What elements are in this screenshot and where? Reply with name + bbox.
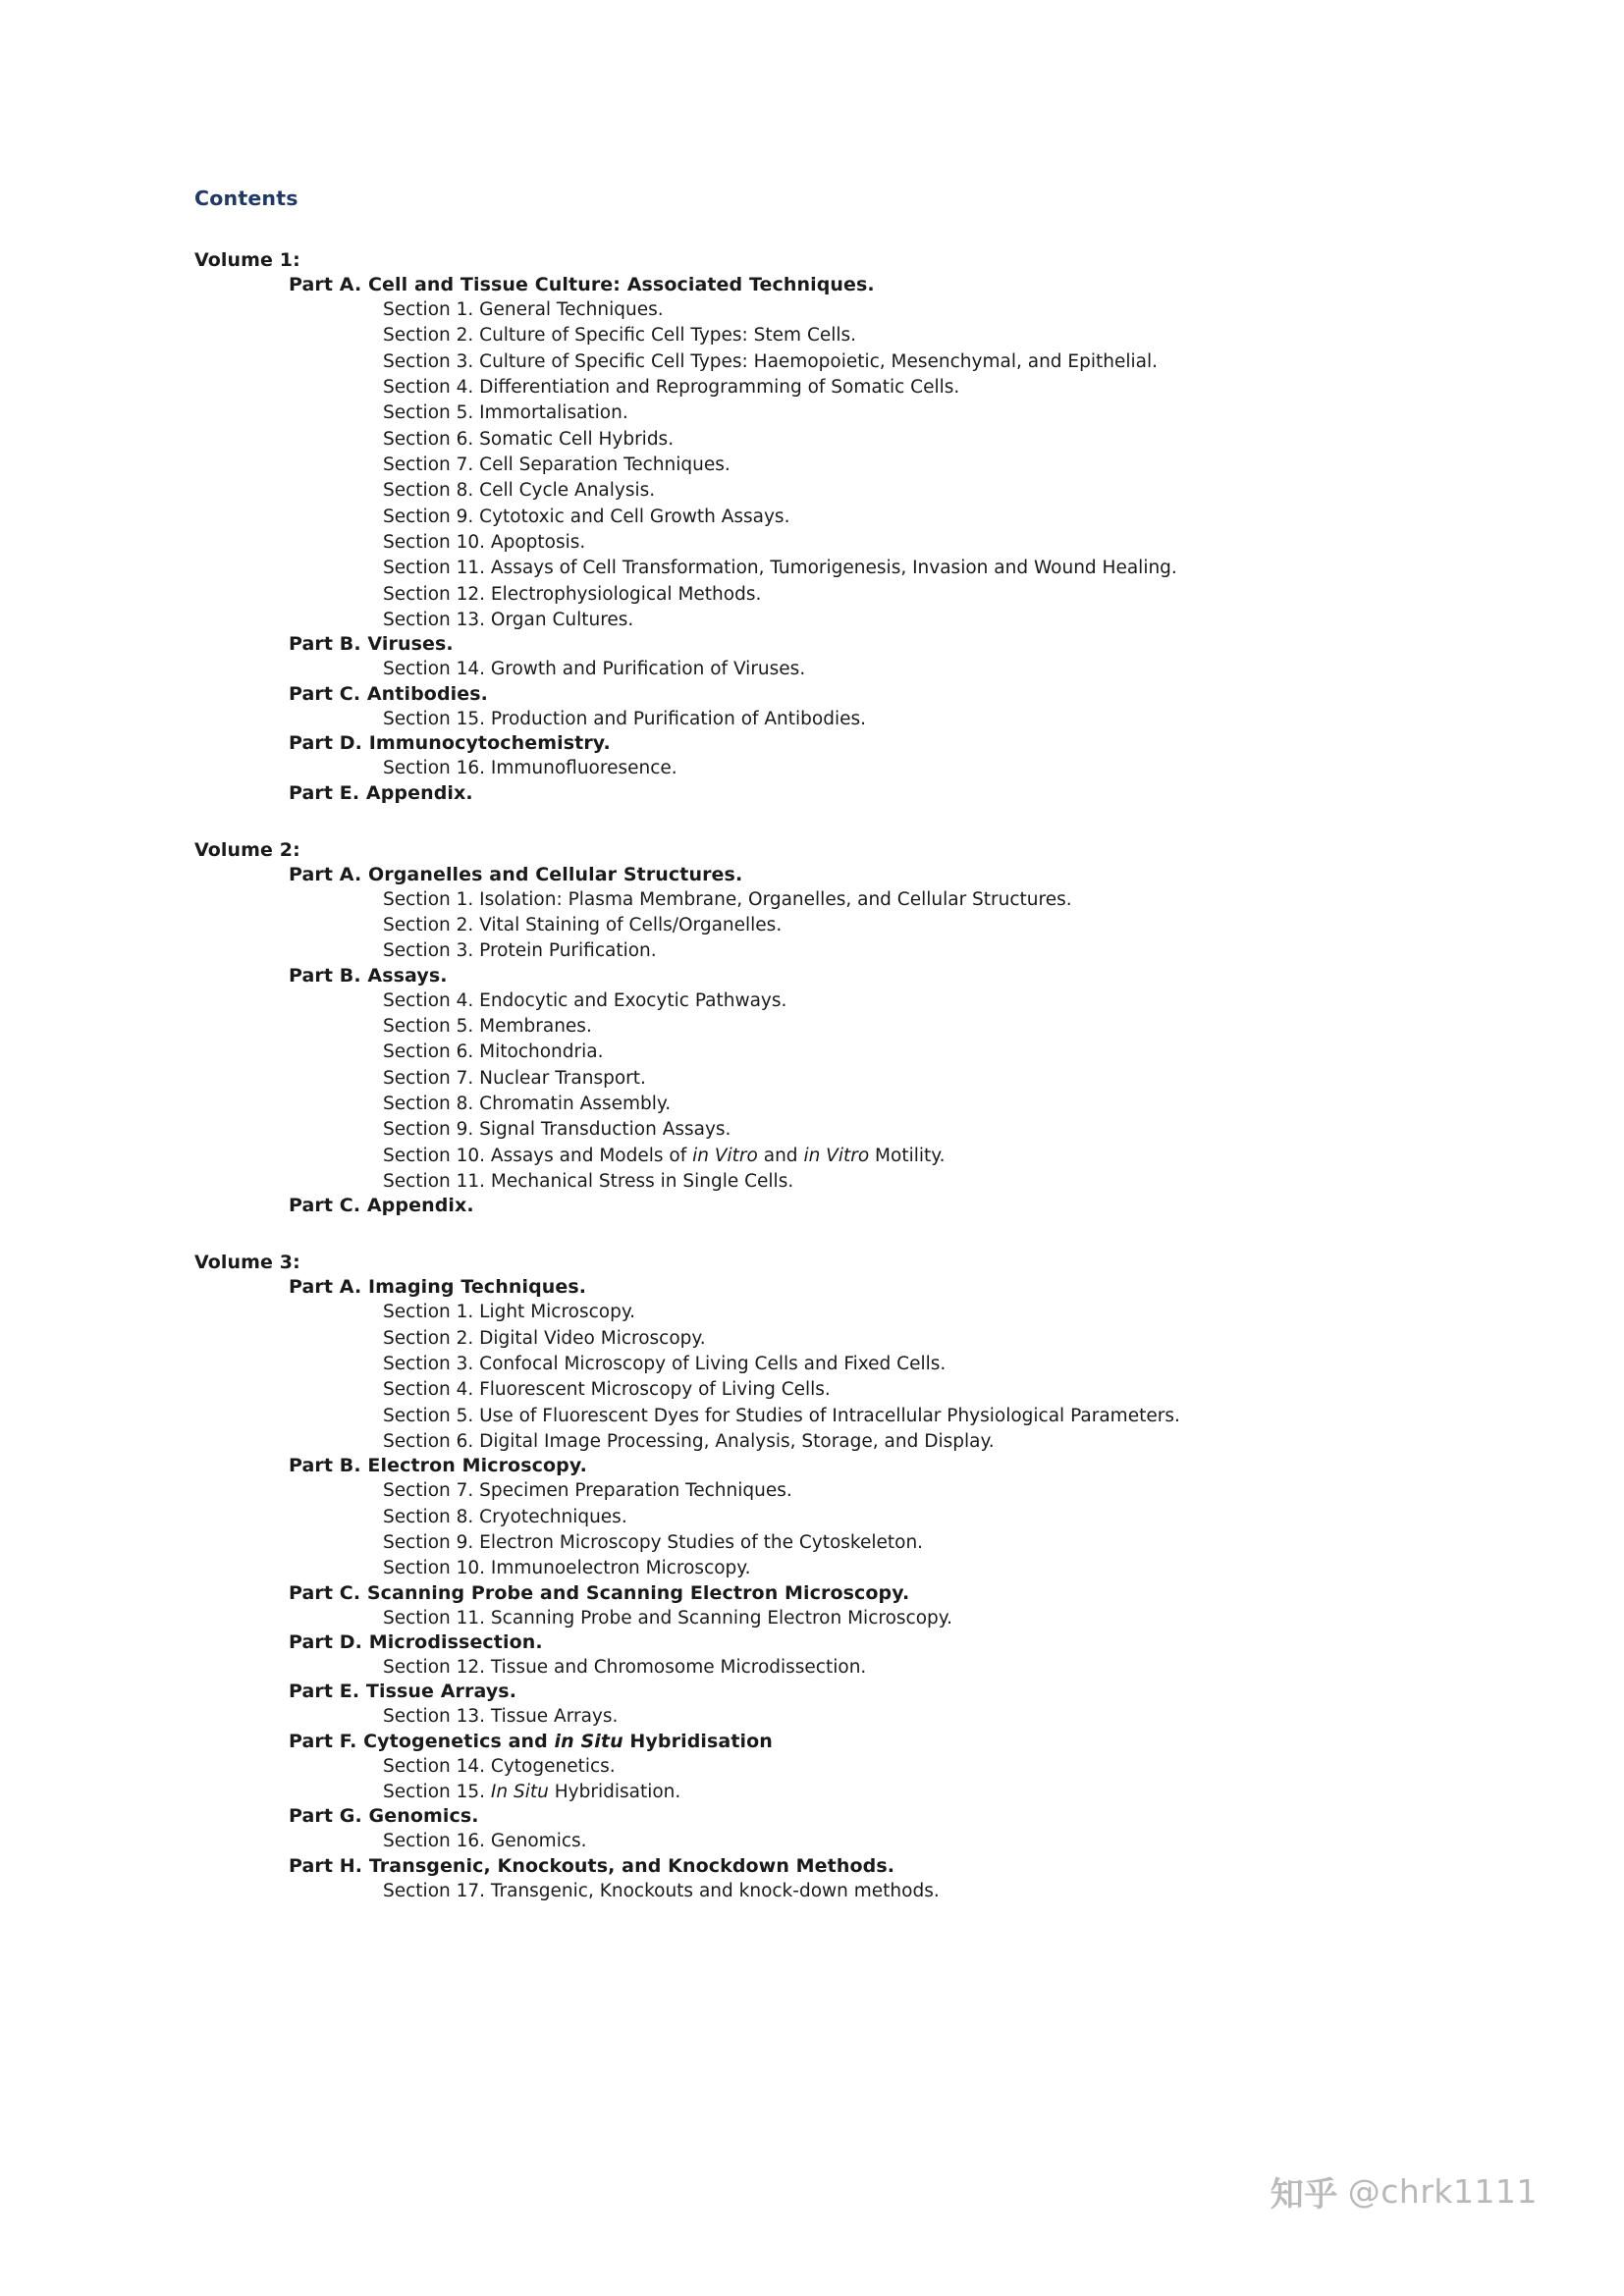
volume-block	[194, 1252, 1471, 1903]
section-line: Section 9. Cytotoxic and Cell Growth Assays.	[383, 506, 790, 527]
part-title: Part C. Antibodies.	[289, 682, 488, 705]
section-line: Section 9. Electron Microscopy Studies of the Cytoskeleton.	[383, 1532, 924, 1554]
part-title: Part D. Immunocytochemistry.	[289, 732, 611, 755]
part-title: Part D. Microdissection.	[289, 1631, 543, 1654]
part-title: Part A. Imaging Techniques.	[289, 1276, 587, 1299]
section-line: Section 6. Somatic Cell Hybrids.	[383, 428, 675, 450]
section-line: Section 17. Transgenic, Knockouts and knock-down methods.	[383, 1880, 940, 1901]
volume-title: Volume 2:	[194, 838, 300, 861]
part-title: Part C. Appendix.	[289, 1195, 474, 1217]
section-line: Section 2. Culture of Specific Cell Types: Stem Cells.	[383, 325, 857, 347]
section-line: Section 14. Cytogenetics.	[383, 1755, 616, 1777]
section-line: Section 13. Organ Cultures.	[383, 610, 634, 631]
section-line: Section 12. Tissue and Chromosome Microdissection.	[383, 1657, 867, 1679]
part-title: Part A. Organelles and Cellular Structures.	[289, 863, 743, 885]
section-line: Section 2. Digital Video Microscopy.	[383, 1327, 706, 1349]
section-line: Section 3. Protein Purification.	[383, 940, 657, 962]
volume-title: Volume 1:	[194, 249, 300, 271]
volume-list	[194, 249, 1471, 1903]
section-line: Section 7. Specimen Preparation Techniques.	[383, 1480, 792, 1502]
section-line: Section 8. Cryotechniques.	[383, 1506, 627, 1527]
section-line: Section 1. General Techniques.	[383, 299, 664, 320]
volume-block	[194, 249, 1471, 804]
part-title: Part E. Appendix.	[289, 781, 473, 804]
page-title: Contents	[194, 187, 298, 210]
section-line: Section 8. Cell Cycle Analysis.	[383, 480, 656, 502]
section-line: Section 3. Culture of Specific Cell Types: Haemopoietic, Mesenchymal, and Epithelial.	[383, 350, 1158, 372]
section-line: Section 4. Differentiation and Reprogramming of Somatic Cells.	[383, 377, 960, 399]
part-title: Part E. Tissue Arrays.	[289, 1681, 517, 1703]
part-title: Part B. Electron Microscopy.	[289, 1455, 587, 1477]
volume-block	[194, 839, 1471, 1217]
section-line: Section 11. Scanning Probe and Scanning Electron Microscopy.	[383, 1607, 952, 1629]
section-line: Section 5. Use of Fluorescent Dyes for Studies of Intracellular Physiological Parameters.	[383, 1405, 1180, 1426]
section-line: Section 6. Mitochondria.	[383, 1041, 604, 1063]
section-line: Section 6. Digital Image Processing, Analysis, Storage, and Display.	[383, 1431, 995, 1452]
section-line: Section 13. Tissue Arrays.	[383, 1706, 619, 1728]
section-line: Section 4. Fluorescent Microscopy of Living Cells.	[383, 1379, 831, 1401]
part-title: Part G. Genomics.	[289, 1805, 479, 1828]
section-line: Section 10. Immunoelectron Microscopy.	[383, 1558, 751, 1579]
section-line: Section 16. Genomics.	[383, 1831, 587, 1852]
section-line: Section 5. Immortalisation.	[383, 402, 628, 424]
section-line: Section 10. Assays and Models of in Vitro and in Vitro Motility.	[383, 1145, 946, 1166]
section-line: Section 15. Production and Purification of Antibodies.	[383, 708, 867, 729]
watermark-logo: 知乎	[1270, 2175, 1338, 2215]
section-line: Section 5. Membranes.	[383, 1015, 592, 1037]
part-title: Part H. Transgenic, Knockouts, and Knockdown Methods.	[289, 1854, 895, 1877]
volume-title: Volume 3:	[194, 1252, 300, 1274]
part-title: Part C. Scanning Probe and Scanning Electron Microscopy.	[289, 1581, 910, 1604]
part-title: Part F. Cytogenetics and in Situ Hybridisation	[289, 1730, 773, 1752]
contents-body	[194, 187, 1471, 1939]
part-title: Part B. Assays.	[289, 964, 448, 987]
section-line: Section 7. Nuclear Transport.	[383, 1067, 646, 1089]
section-line: Section 3. Confocal Microscopy of Living Cells and Fixed Cells.	[383, 1353, 947, 1374]
section-line: Section 15. In Situ Hybridisation.	[383, 1782, 681, 1803]
section-line: Section 12. Electrophysiological Methods.	[383, 583, 762, 605]
section-line: Section 10. Apoptosis.	[383, 532, 586, 554]
section-line: Section 11. Assays of Cell Transformation, Tumorigenesis, Invasion and Wound Healing.	[383, 558, 1177, 579]
part-title: Part B. Viruses.	[289, 633, 454, 656]
section-line: Section 1. Isolation: Plasma Membrane, Organelles, and Cellular Structures.	[383, 888, 1072, 910]
part-title: Part A. Cell and Tissue Culture: Associated Techniques.	[289, 274, 875, 295]
section-line: Section 7. Cell Separation Techniques.	[383, 454, 731, 476]
section-line: Section 8. Chromatin Assembly.	[383, 1093, 672, 1114]
section-line: Section 14. Growth and Purification of Viruses.	[383, 659, 806, 680]
section-line: Section 11. Mechanical Stress in Single Cells.	[383, 1170, 794, 1192]
section-line: Section 9. Signal Transduction Assays.	[383, 1119, 731, 1141]
watermark-handle: @chrk1111	[1347, 2172, 1538, 2211]
section-line: Section 1. Light Microscopy.	[383, 1302, 636, 1323]
watermark	[1271, 2167, 1538, 2216]
section-line: Section 2. Vital Staining of Cells/Organelles.	[383, 914, 783, 935]
section-line: Section 4. Endocytic and Exocytic Pathways.	[383, 989, 787, 1011]
section-line: Section 16. Immunofluoresence.	[383, 758, 677, 779]
